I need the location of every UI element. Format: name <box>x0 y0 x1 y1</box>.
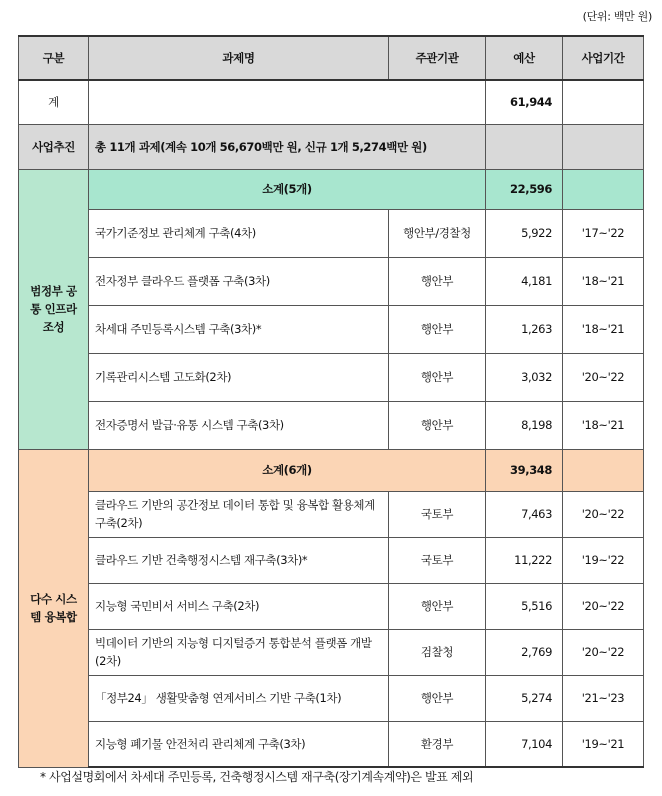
table-row <box>19 537 644 583</box>
project-name: 전자정부 클라우드 플랫폼 구축(3차) <box>89 257 389 305</box>
project-name: 국가기준정보 관리체계 구축(4차) <box>89 209 389 257</box>
project-period: '18~'21 <box>563 257 644 305</box>
total-budget: 61,944 <box>486 80 563 124</box>
project-name: 차세대 주민등록시스템 구축(3차)* <box>89 305 389 353</box>
table-row <box>19 401 644 449</box>
total-label: 계 <box>19 80 89 124</box>
project-budget: 2,769 <box>486 629 563 675</box>
group1-subtotal-budget: 22,596 <box>486 169 563 209</box>
project-agency: 행안부 <box>389 257 486 305</box>
project-budget: 8,198 <box>486 401 563 449</box>
project-name: 기록관리시스템 고도화(2차) <box>89 353 389 401</box>
project-name: 「정부24」 생활맞춤형 연계서비스 기반 구축(1차) <box>89 675 389 721</box>
project-agency: 국토부 <box>389 491 486 537</box>
group2-subtotal-label: 소계(6개) <box>89 449 486 491</box>
project-agency: 행안부 <box>389 353 486 401</box>
project-agency: 행안부/경찰청 <box>389 209 486 257</box>
project-agency: 행안부 <box>389 401 486 449</box>
table-row <box>19 305 644 353</box>
project-budget: 11,222 <box>486 537 563 583</box>
budget-table <box>18 35 644 768</box>
header-agency: 주관기관 <box>389 36 486 80</box>
project-agency: 행안부 <box>389 583 486 629</box>
project-agency: 검찰청 <box>389 629 486 675</box>
table-row <box>19 353 644 401</box>
table-row <box>19 257 644 305</box>
project-name: 클라우드 기반의 공간정보 데이터 통합 및 융복합 활용체계 구축(2차) <box>89 491 389 537</box>
project-budget: 1,263 <box>486 305 563 353</box>
project-budget: 5,516 <box>486 583 563 629</box>
promotion-row <box>19 124 644 169</box>
table-row <box>19 721 644 767</box>
header-row <box>19 36 644 80</box>
table-row <box>19 629 644 675</box>
group1-subtotal-label: 소계(5개) <box>89 169 486 209</box>
project-name: 전자증명서 발급·유통 시스템 구축(3차) <box>89 401 389 449</box>
unit-label: (단위: 백만 원) <box>582 10 652 23</box>
header-category: 구분 <box>19 36 89 80</box>
project-period: '19~'21 <box>563 721 644 767</box>
header-project: 과제명 <box>89 36 389 80</box>
group1-category: 범정부 공통 인프라 조성 <box>19 169 89 449</box>
total-blank <box>89 80 486 124</box>
project-name: 지능형 국민비서 서비스 구축(2차) <box>89 583 389 629</box>
promotion-text: 총 11개 과제(계속 10개 56,670백만 원, 신규 1개 5,274백만 원) <box>89 124 486 169</box>
project-period: '20~'22 <box>563 491 644 537</box>
project-name: 지능형 폐기물 안전처리 관리체계 구축(3차) <box>89 721 389 767</box>
project-period: '20~'22 <box>563 353 644 401</box>
total-period-blank <box>563 80 644 124</box>
group2-category: 다수 시스템 융복합 <box>19 449 89 767</box>
project-period: '18~'21 <box>563 401 644 449</box>
table-row <box>19 209 644 257</box>
project-period: '20~'22 <box>563 629 644 675</box>
promotion-budget-blank <box>486 124 563 169</box>
promotion-label: 사업추진 <box>19 124 89 169</box>
project-budget: 3,032 <box>486 353 563 401</box>
group1-subtotal-row <box>19 169 644 209</box>
project-period: '21~'23 <box>563 675 644 721</box>
total-row <box>19 80 644 124</box>
project-agency: 환경부 <box>389 721 486 767</box>
project-agency: 행안부 <box>389 305 486 353</box>
project-name: 클라우드 기반 건축행정시스템 재구축(3차)* <box>89 537 389 583</box>
project-period: '17~'22 <box>563 209 644 257</box>
header-period: 사업기간 <box>563 36 644 80</box>
project-budget: 5,922 <box>486 209 563 257</box>
group2-subtotal-blank <box>563 449 644 491</box>
project-budget: 7,463 <box>486 491 563 537</box>
project-budget: 7,104 <box>486 721 563 767</box>
project-agency: 행안부 <box>389 675 486 721</box>
header-budget: 예산 <box>486 36 563 80</box>
table-row <box>19 583 644 629</box>
project-budget: 5,274 <box>486 675 563 721</box>
project-name: 빅데이터 기반의 지능형 디지털증거 통합분석 플랫폼 개발(2차) <box>89 629 389 675</box>
table-row <box>19 491 644 537</box>
group2-subtotal-row <box>19 449 644 491</box>
project-period: '20~'22 <box>563 583 644 629</box>
project-period: '18~'21 <box>563 305 644 353</box>
footnote: * 사업설명회에서 차세대 주민등록, 건축행정시스템 재구축(장기계속계약)은 발표 제외 <box>40 770 474 784</box>
project-budget: 4,181 <box>486 257 563 305</box>
table-row <box>19 675 644 721</box>
project-period: '19~'22 <box>563 537 644 583</box>
group1-subtotal-blank <box>563 169 644 209</box>
project-agency: 국토부 <box>389 537 486 583</box>
promotion-period-blank <box>563 124 644 169</box>
group2-subtotal-budget: 39,348 <box>486 449 563 491</box>
